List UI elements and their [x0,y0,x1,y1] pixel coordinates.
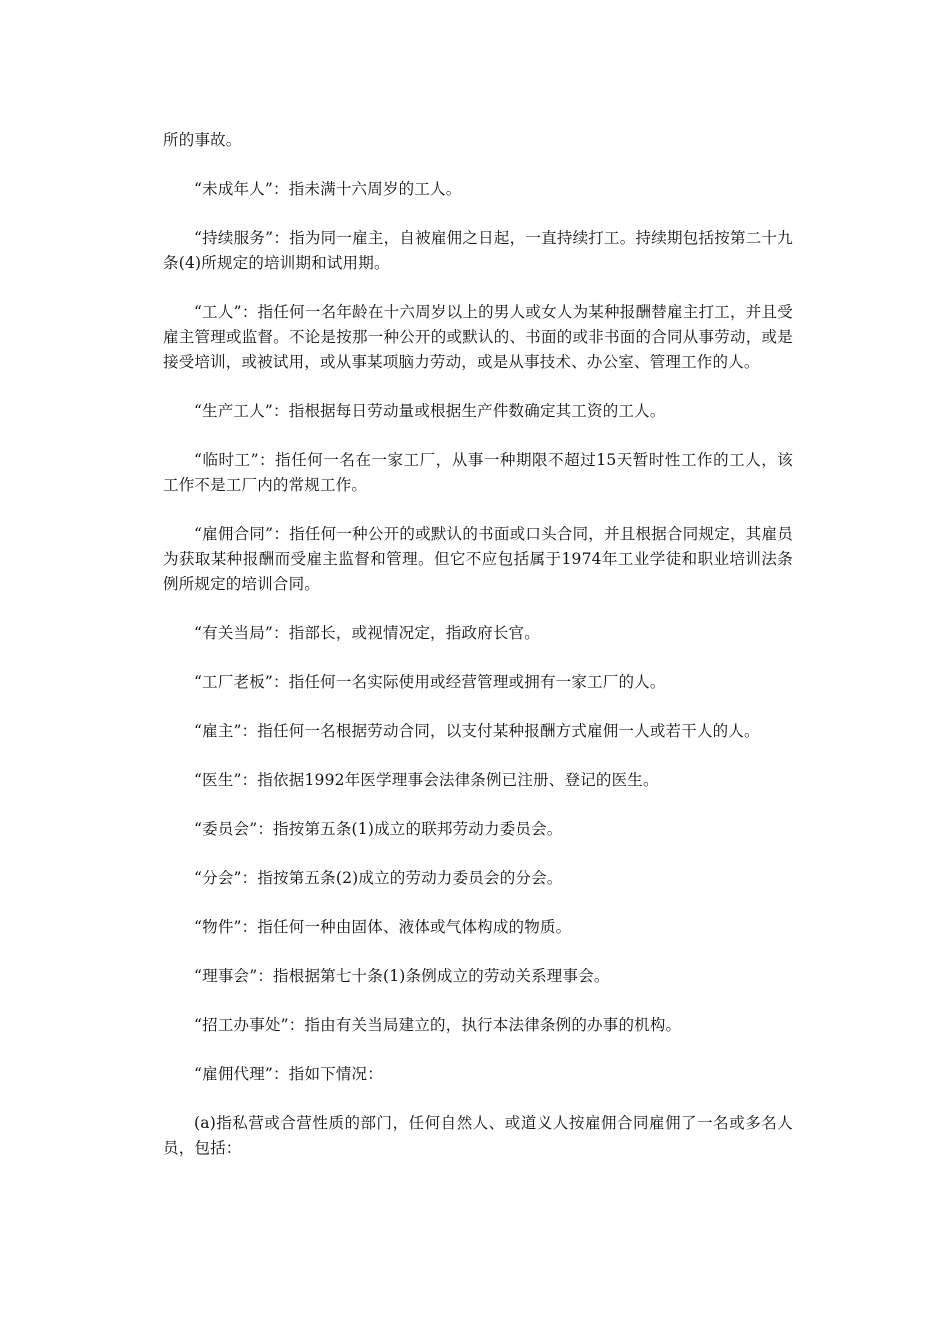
definition-council: “理事会”：指根据第七十条(1)条例成立的劳动关系理事会。 [194,967,610,985]
definition-recruitment-office: “招工办事处”：指由有关当局建立的，执行本法律条例的办事的机构。 [194,1016,682,1034]
definition-factory-owner: “工厂老板”：指任何一名实际使用或经营管理或拥有一家工厂的人。 [194,673,666,691]
definition-minor: “未成年人”：指未满十六周岁的工人。 [194,180,462,198]
definition-branch: “分会”：指按第五条(2)成立的劳动力委员会的分会。 [194,869,563,887]
clause-a: (a)指私营或合营性质的部门，任何自然人、或道义人按雇佣合同雇佣了一名或多名人员，包括： [163,1114,793,1157]
definition-doctor: “医生”：指依据1992年医学理事会法律条例已注册、登记的医生。 [194,771,659,789]
document-body [163,128,793,1161]
definition-continuous-service: “持续服务”：指为同一雇主，自被雇佣之日起，一直持续打工。持续期包括按第二十九条(4)所规定的培训期和试用期。 [163,229,793,272]
definition-employment-agency: “雇佣代理”：指如下情况： [194,1065,383,1083]
definition-employment-contract: “雇佣合同”：指任何一种公开的或默认的书面或口头合同，并且根据合同规定，其雇员为获取某种报酬而受雇主监督和管理。但它不应包括属于1974年工业学徒和职业培训法条例所规定的培训合同。 [163,525,793,593]
definition-authority: “有关当局”：指部长，或视情况定，指政府长官。 [194,624,540,642]
definition-employer: “雇主”：指任何一名根据劳动合同，以支付某种报酬方式雇佣一人或若干人的人。 [194,722,760,740]
definition-article: “物件”：指任何一种由固体、液体或气体构成的物质。 [194,918,572,936]
paragraph-continuation: 所的事故。 [163,131,242,149]
definition-committee: “委员会”：指按第五条(1)成立的联邦劳动力委员会。 [194,820,563,838]
definition-temporary-worker: “临时工”：指任何一名在一家工厂，从事一种期限不超过15天暂时性工作的工人，该工作不是工厂内的常规工作。 [163,451,793,494]
definition-production-worker: “生产工人”：指根据每日劳动量或根据生产件数确定其工资的工人。 [194,402,666,420]
definition-worker: “工人”：指任何一名年龄在十六周岁以上的男人或女人为某种报酬替雇主打工，并且受雇主管理或监督。不论是按那一种公开的或默认的、书面的或非书面的合同从事劳动，或是接受培训，或被试用，或从事某项脑力劳动，或是从事技术、办公室、管理工作的人。 [163,303,793,371]
